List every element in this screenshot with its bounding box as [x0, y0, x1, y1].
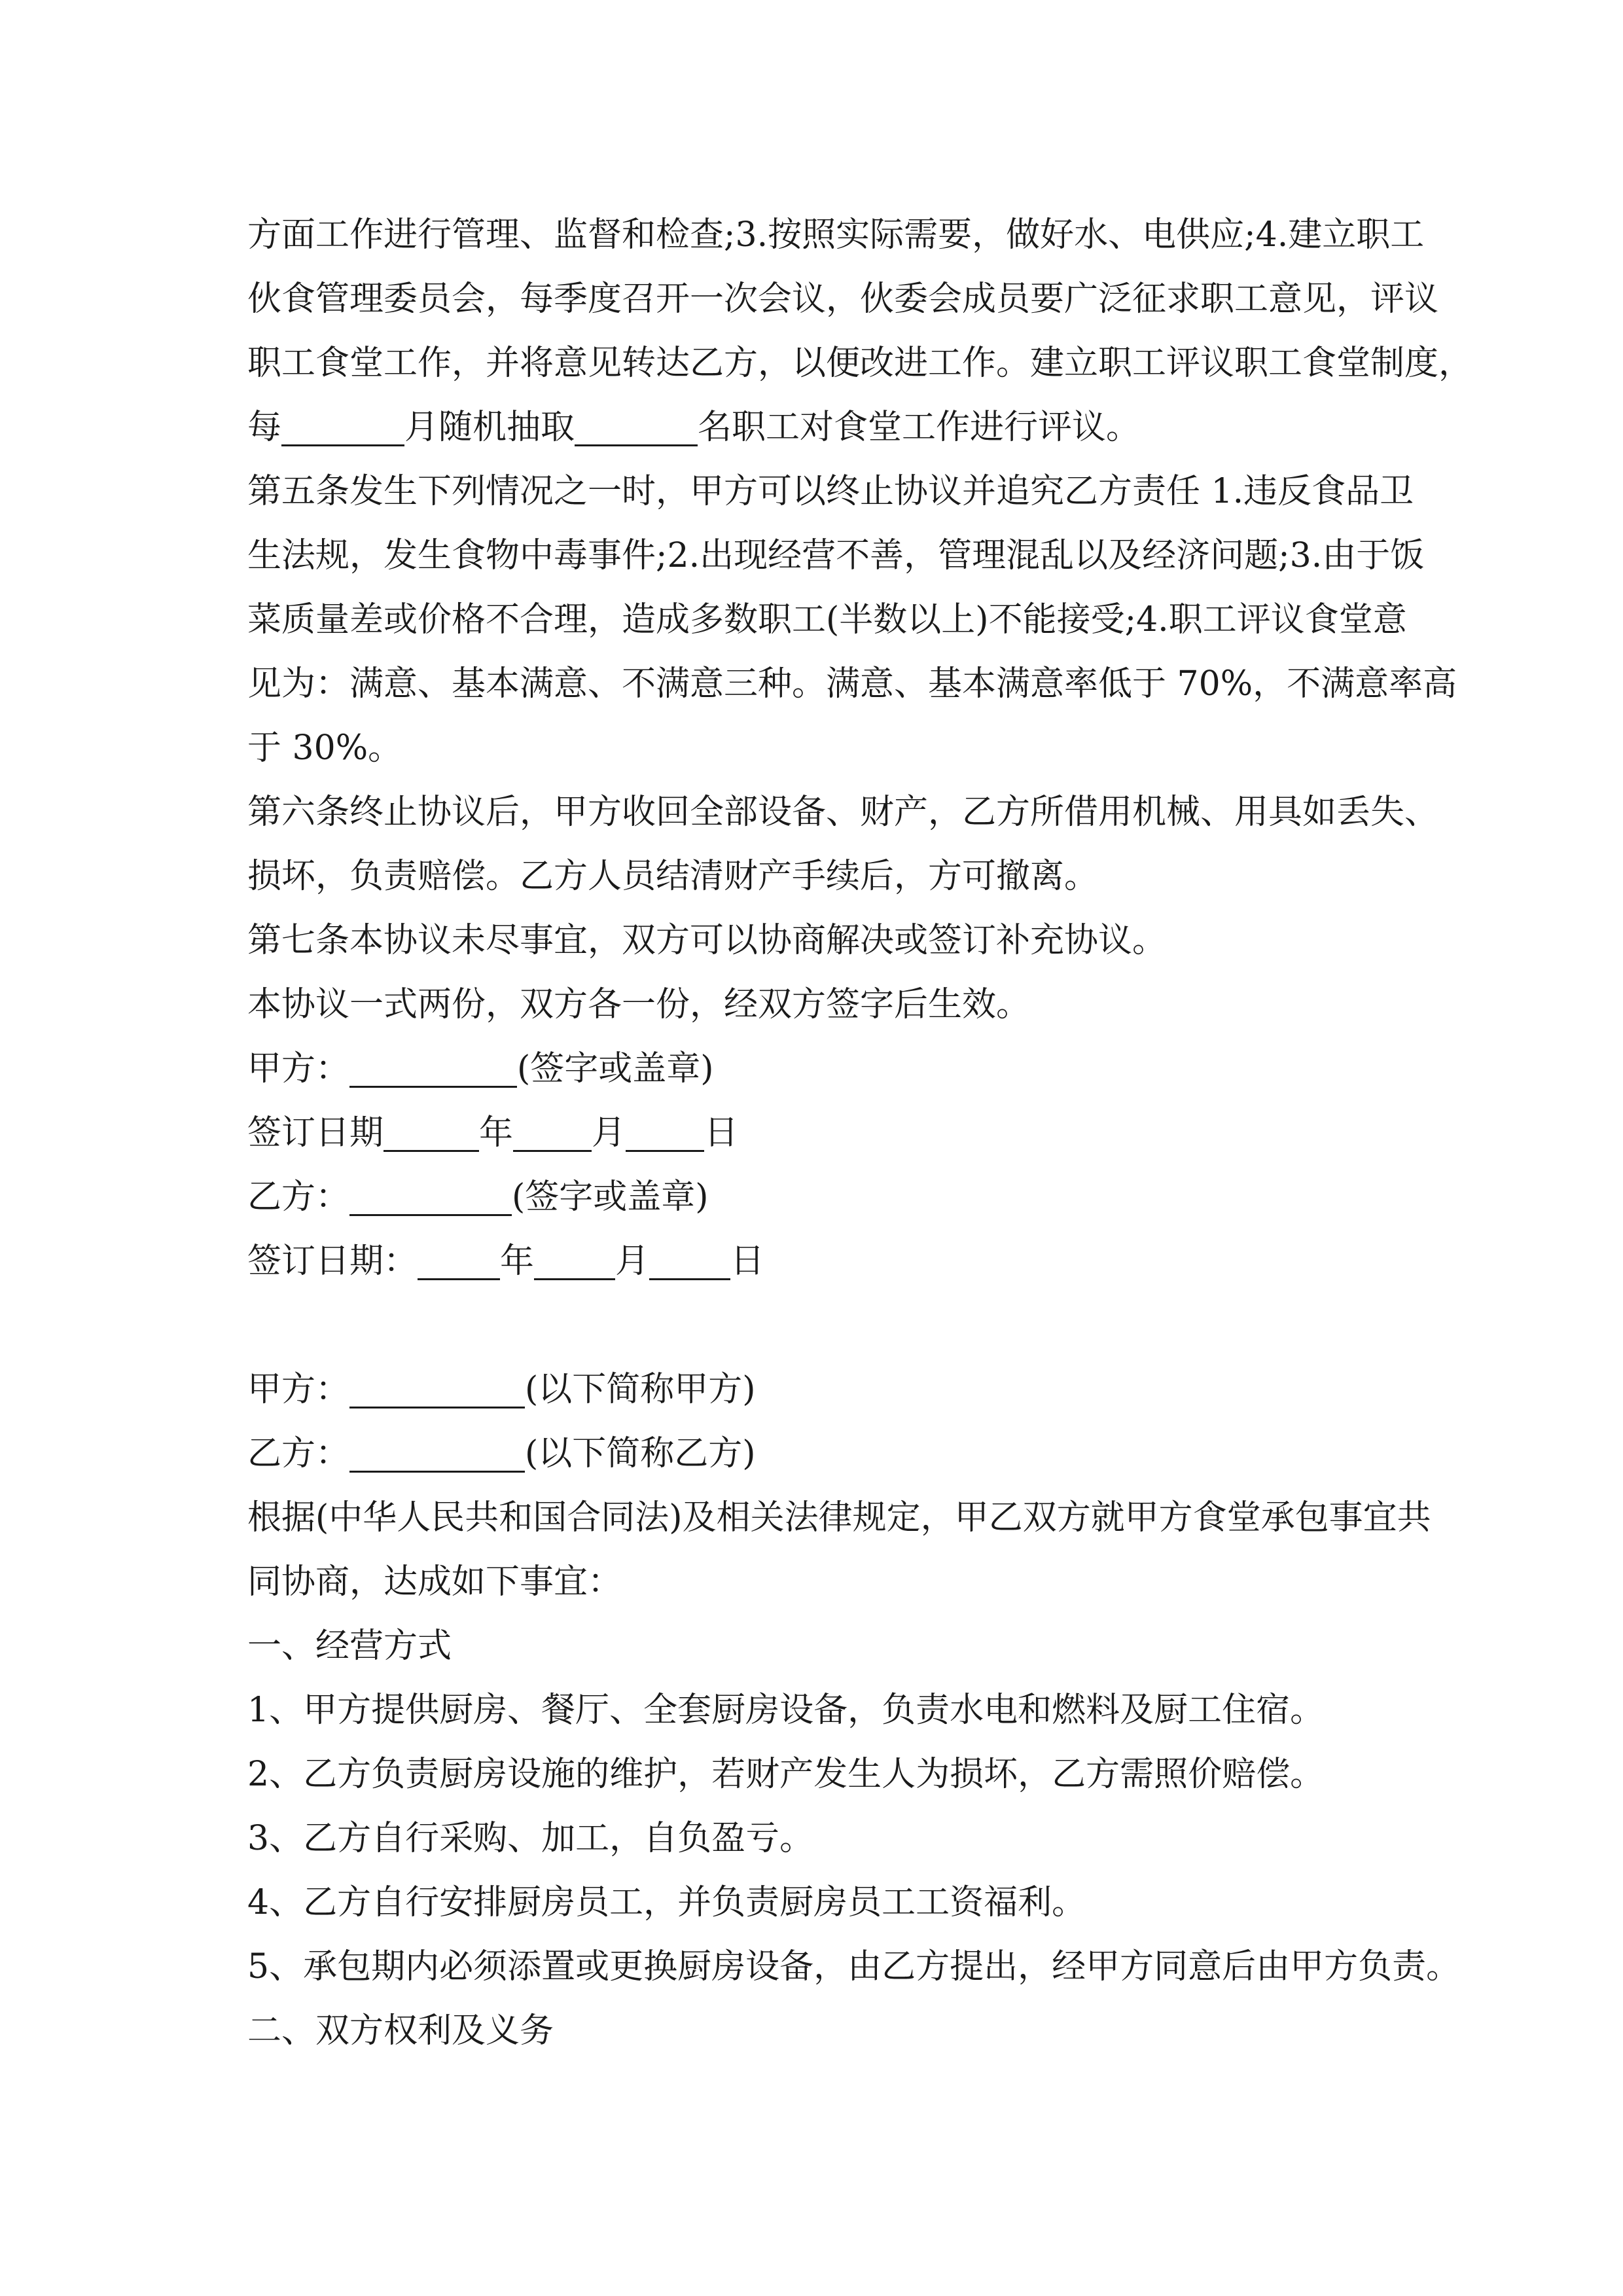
- list-item: 2、乙方负责厨房设施的维护，若财产发生人为损坏，乙方需照价赔偿。: [247, 1755, 1325, 1794]
- year-blank[interactable]: [383, 1111, 479, 1152]
- paragraph-line: 方面工作进行管理、监督和检查;3.按照实际需要，做好水、电供应;4.建立职工: [247, 215, 1425, 255]
- party-b-label: 乙方：: [247, 1177, 350, 1217]
- signing-date-line: [247, 1101, 1399, 1165]
- year-label: 年: [479, 1113, 514, 1153]
- party-b-label: 乙方：: [247, 1434, 350, 1473]
- paragraph-line: 职工食堂工作，并将意见转达乙方，以便改进工作。建立职工评议职工食堂制度，: [247, 344, 1473, 383]
- day-label: 日: [704, 1113, 739, 1153]
- date-label: 签订日期: [247, 1113, 384, 1153]
- list-item: 1、甲方提供厨房、餐厅、全套厨房设备，负责水电和燃料及厨工住宿。: [247, 1691, 1325, 1730]
- article-5-line: 第五条发生下列情况之一时，甲方可以终止协议并追究乙方责任 1.违反食品卫: [247, 472, 1414, 511]
- party-a-signature-blank[interactable]: [349, 1047, 517, 1088]
- evaluation-frequency-line: [247, 395, 1399, 459]
- signing-date-line: [247, 1229, 1399, 1293]
- intro-line: 根据(中华人民共和国合同法)及相关法律规定，甲乙双方就甲方食堂承包事宜共: [247, 1498, 1431, 1537]
- article-5-line: 生法规，发生食物中毒事件;2.出现经营不善，管理混乱以及经济问题;3.由于饭: [247, 536, 1425, 575]
- party-a-note: (以下简称甲方): [525, 1370, 756, 1409]
- day-blank[interactable]: [649, 1239, 730, 1280]
- section-heading-business-mode: 一、经营方式: [247, 1626, 452, 1666]
- year-blank[interactable]: [418, 1239, 500, 1280]
- party-a-label: 甲方：: [247, 1370, 350, 1409]
- day-label: 日: [730, 1242, 765, 1281]
- intro-line: 同协商，达成如下事宜：: [247, 1562, 622, 1602]
- fill-in-blank-staff-count[interactable]: [575, 405, 698, 446]
- text-segment: 名职工对食堂工作进行评议。: [698, 408, 1141, 447]
- list-item: 3、乙方自行采购、加工，自负盈亏。: [247, 1819, 814, 1858]
- party-b-name-blank[interactable]: [349, 1431, 525, 1473]
- article-6-line: 第六条终止协议后，甲方收回全部设备、财产，乙方所借用机械、用具如丢失、: [247, 793, 1439, 832]
- year-label: 年: [500, 1242, 535, 1281]
- day-blank[interactable]: [626, 1111, 704, 1152]
- month-label: 月: [615, 1242, 650, 1281]
- closing-line: 本协议一式两份，双方各一份，经双方签字后生效。: [247, 985, 1031, 1024]
- party-a-name-blank[interactable]: [349, 1367, 525, 1408]
- month-label: 月: [592, 1113, 626, 1153]
- month-blank[interactable]: [534, 1239, 615, 1280]
- list-item: 4、乙方自行安排厨房员工，并负责厨房员工工资福利。: [247, 1883, 1086, 1922]
- fill-in-blank-months[interactable]: [281, 405, 404, 446]
- text-segment: 每: [247, 408, 282, 447]
- article-5-line: 见为：满意、基本满意、不满意三种。满意、基本满意率低于 70%，不满意率高: [247, 664, 1457, 704]
- article-6-line: 损坏，负责赔偿。乙方人员结清财产手续后，方可撤离。: [247, 857, 1099, 896]
- date-label: 签订日期：: [247, 1242, 418, 1281]
- party-b-signature-blank[interactable]: [349, 1175, 512, 1216]
- text-segment: 月随机抽取: [404, 408, 575, 447]
- party-b-note: (以下简称乙方): [525, 1434, 756, 1473]
- party-b-signature-line: [247, 1165, 1399, 1229]
- signature-note: (签字或盖章): [517, 1049, 714, 1088]
- article-5-line: 菜质量差或价格不合理，造成多数职工(半数以上)不能接受;4.职工评议食堂意: [247, 600, 1407, 639]
- section-heading-rights-obligations: 二、双方权利及义务: [247, 2011, 554, 2051]
- paragraph-line: 伙食管理委员会，每季度召开一次会议，伙委会成员要广泛征求职工意见，评议: [247, 279, 1439, 319]
- article-5-line: 于 30%。: [247, 728, 402, 768]
- article-7-line: 第七条本协议未尽事宜，双方可以协商解决或签订补充协议。: [247, 921, 1167, 960]
- party-a-signature-line: [247, 1037, 1399, 1101]
- month-blank[interactable]: [513, 1111, 592, 1152]
- party-a-label: 甲方：: [247, 1049, 350, 1088]
- signature-note: (签字或盖章): [512, 1177, 709, 1217]
- section-spacer: [247, 1293, 1399, 1357]
- document-body: [247, 203, 1473, 2063]
- contract-party-a-line: [247, 1357, 1399, 1422]
- contract-party-b-line: [247, 1422, 1399, 1486]
- list-item: 5、承包期内必须添置或更换厨房设备，由乙方提出，经甲方同意后由甲方负责。: [247, 1947, 1461, 1986]
